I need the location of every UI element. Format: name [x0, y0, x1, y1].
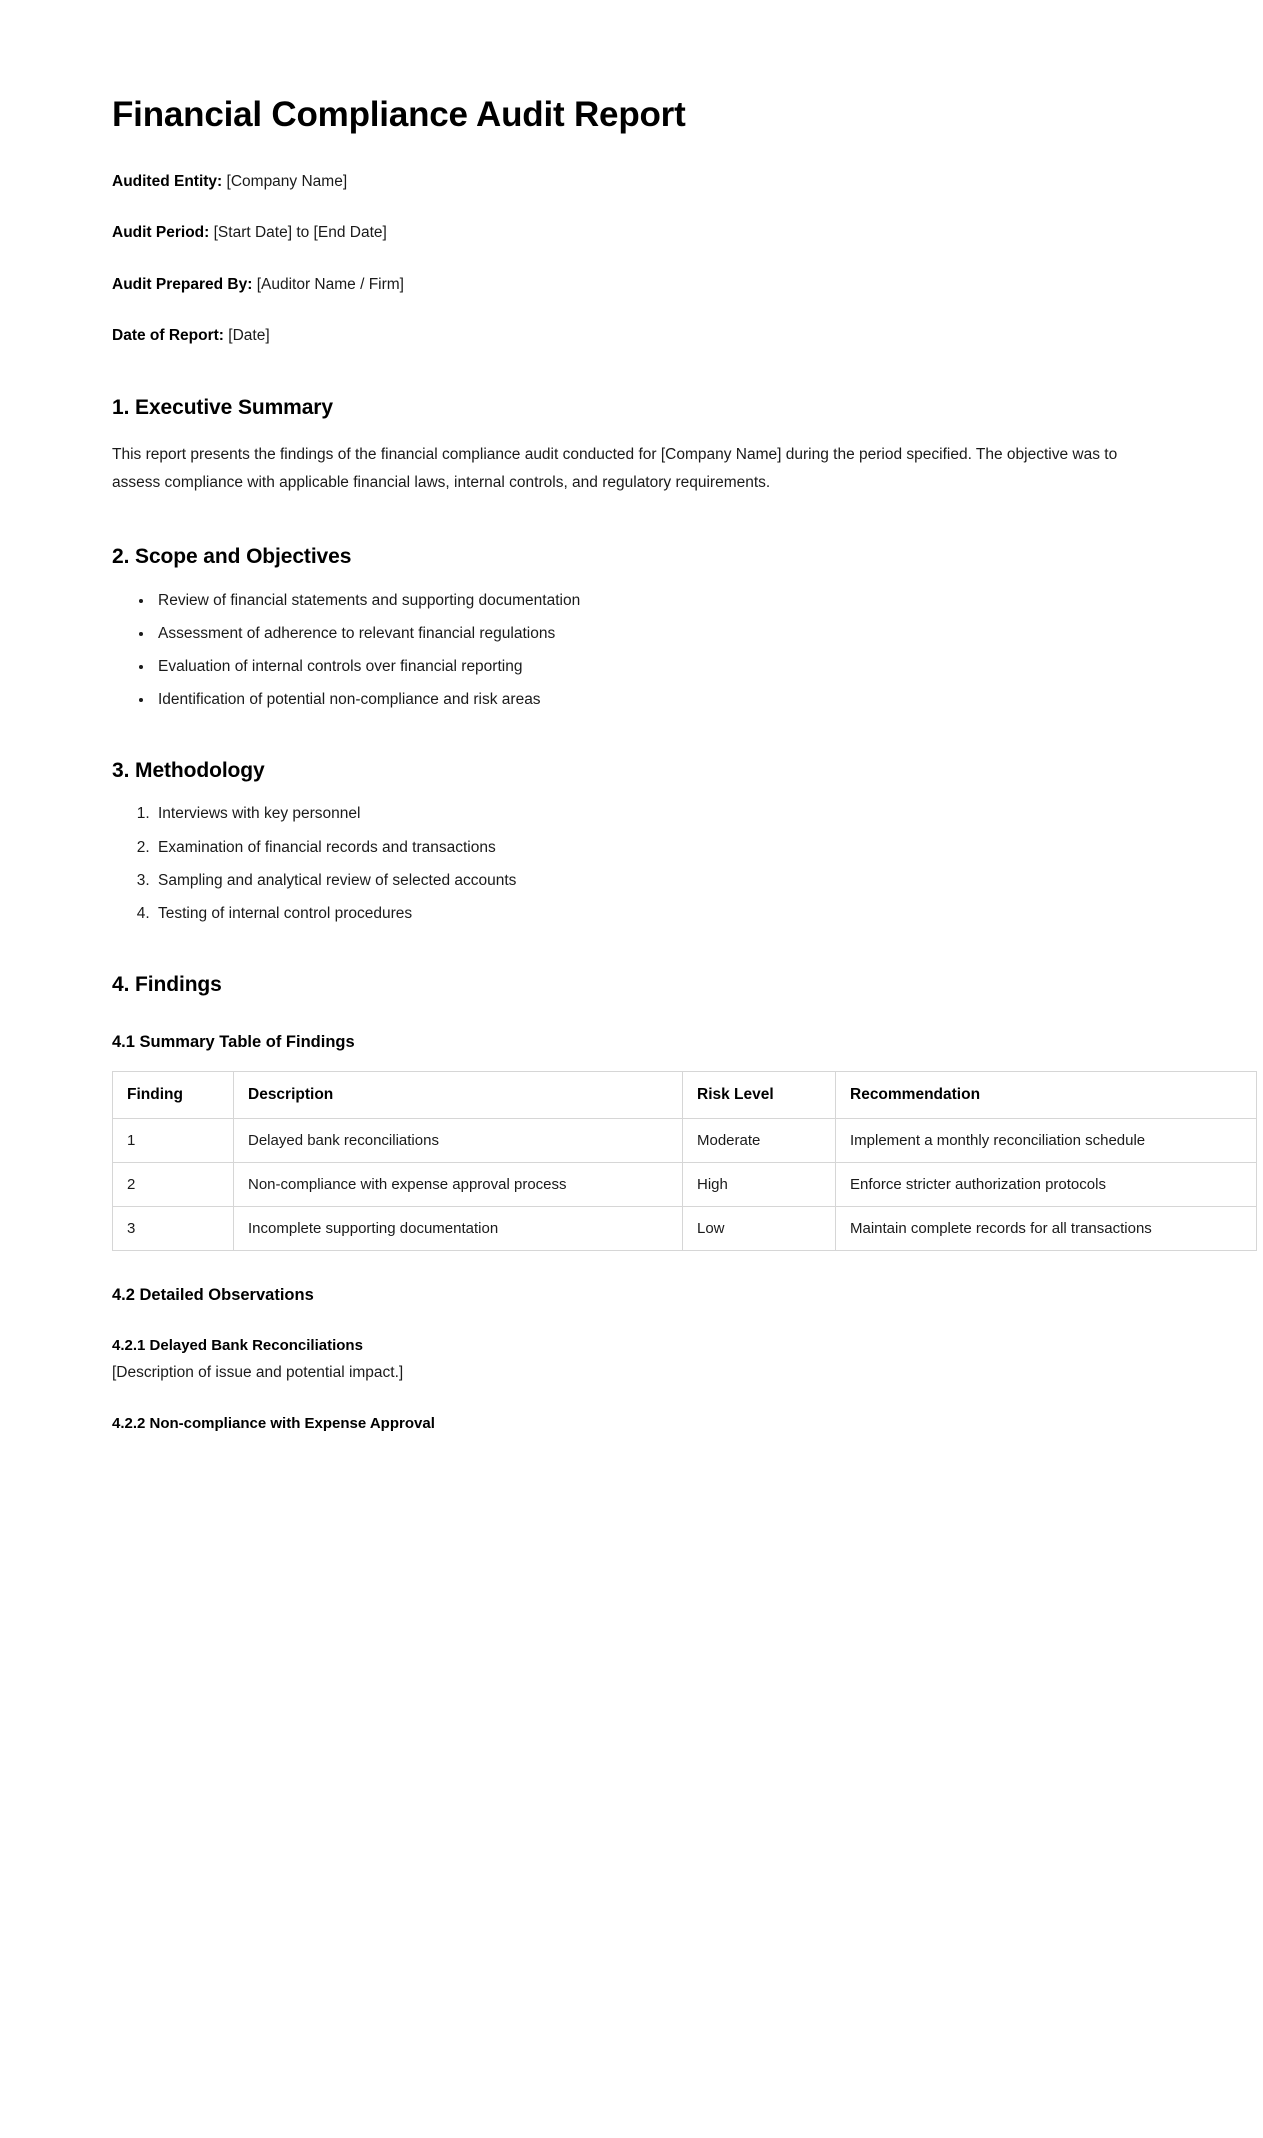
list-item: • Evaluation of internal controls over financial reporting [154, 657, 1151, 677]
meta-value-audit-period: [Start Date] to [End Date] [213, 224, 387, 242]
cell-recommendation: Implement a monthly reconciliation schedule [836, 1118, 1257, 1162]
table-body [113, 1118, 1257, 1250]
meta-audited-entity [112, 170, 1151, 193]
subsection-heading-detailed-observations: 4.2 Detailed Observations [112, 1285, 314, 1304]
list-item: • Identification of potential non-compliance and risk areas [154, 690, 1151, 710]
observation-heading-4-2-2: 4.2.2 Non-compliance with Expense Approval [112, 1414, 435, 1432]
scope-objectives-list [112, 591, 1151, 711]
column-header-description: Description [234, 1071, 683, 1118]
meta-label-audited-entity: Audited Entity: [112, 173, 223, 190]
observation-body-4-2-1: [Description of issue and potential impact.] [112, 1363, 404, 1381]
cell-description: Delayed bank reconciliations [234, 1118, 683, 1162]
cell-recommendation: Enforce stricter authorization protocols [836, 1162, 1257, 1206]
section-heading-findings: 4. Findings [112, 973, 222, 997]
cell-risk-level: Moderate [683, 1118, 836, 1162]
list-item: • Review of financial statements and supporting documentation [154, 591, 1151, 611]
subsection-heading-summary-table: 4.1 Summary Table of Findings [112, 1033, 355, 1052]
list-item: • Assessment of adherence to relevant financial regulations [154, 624, 1151, 644]
cell-recommendation: Maintain complete records for all transactions [836, 1206, 1257, 1250]
table-row [113, 1206, 1257, 1250]
observation-heading-4-2-1: 4.2.1 Delayed Bank Reconciliations [112, 1337, 363, 1355]
table-header-row [113, 1071, 1257, 1118]
findings-summary-table [112, 1071, 1257, 1251]
column-header-risk-level: Risk Level [683, 1071, 836, 1118]
cell-risk-level: Low [683, 1206, 836, 1250]
meta-label-audit-prepared-by: Audit Prepared By: [112, 275, 253, 293]
cell-finding: 3 [113, 1206, 234, 1250]
cell-description: Non-compliance with expense approval process [234, 1162, 683, 1206]
meta-audit-prepared-by [112, 273, 1151, 296]
cell-finding: 2 [113, 1162, 234, 1206]
list-item: 1. Interviews with key personnel [154, 804, 1151, 824]
page-title: Financial Compliance Audit Report [112, 95, 686, 134]
findings-table-wrapper [112, 1071, 1151, 1251]
cell-description: Incomplete supporting documentation [234, 1206, 683, 1250]
meta-value-audit-prepared-by: [Auditor Name / Firm] [256, 275, 404, 293]
table-head [113, 1071, 1257, 1118]
table-row [113, 1118, 1257, 1162]
column-header-finding: Finding [113, 1071, 234, 1118]
page-trailing-whitespace [112, 1438, 1151, 2138]
table-row [113, 1162, 1257, 1206]
meta-label-date-of-report: Date of Report: [112, 326, 224, 344]
meta-value-date-of-report: [Date] [228, 326, 270, 344]
list-item: 3. Sampling and analytical review of selected accounts [154, 871, 1151, 891]
meta-label-audit-period: Audit Period: [112, 224, 210, 242]
cell-finding: 1 [113, 1118, 234, 1162]
meta-date-of-report [112, 324, 1151, 347]
cell-risk-level: High [683, 1162, 836, 1206]
section-heading-scope-and-objectives: 2. Scope and Objectives [112, 545, 352, 569]
list-item: 2. Examination of financial records and transactions [154, 838, 1151, 858]
list-item: 4. Testing of internal control procedures [154, 904, 1151, 924]
meta-value-audited-entity: [Company Name] [226, 173, 348, 190]
methodology-list [112, 804, 1151, 924]
section-heading-executive-summary: 1. Executive Summary [112, 396, 333, 419]
section-heading-methodology: 3. Methodology [112, 759, 265, 783]
executive-summary-paragraph: This report presents the findings of the financial compliance audit conducted for [Company Name] during the period specified. The objective was to assess compliance with applicable financial laws, internal controls, and regulatory requirements. [112, 446, 1118, 491]
column-header-recommendation: Recommendation [836, 1071, 1257, 1118]
meta-audit-period [112, 221, 1151, 244]
